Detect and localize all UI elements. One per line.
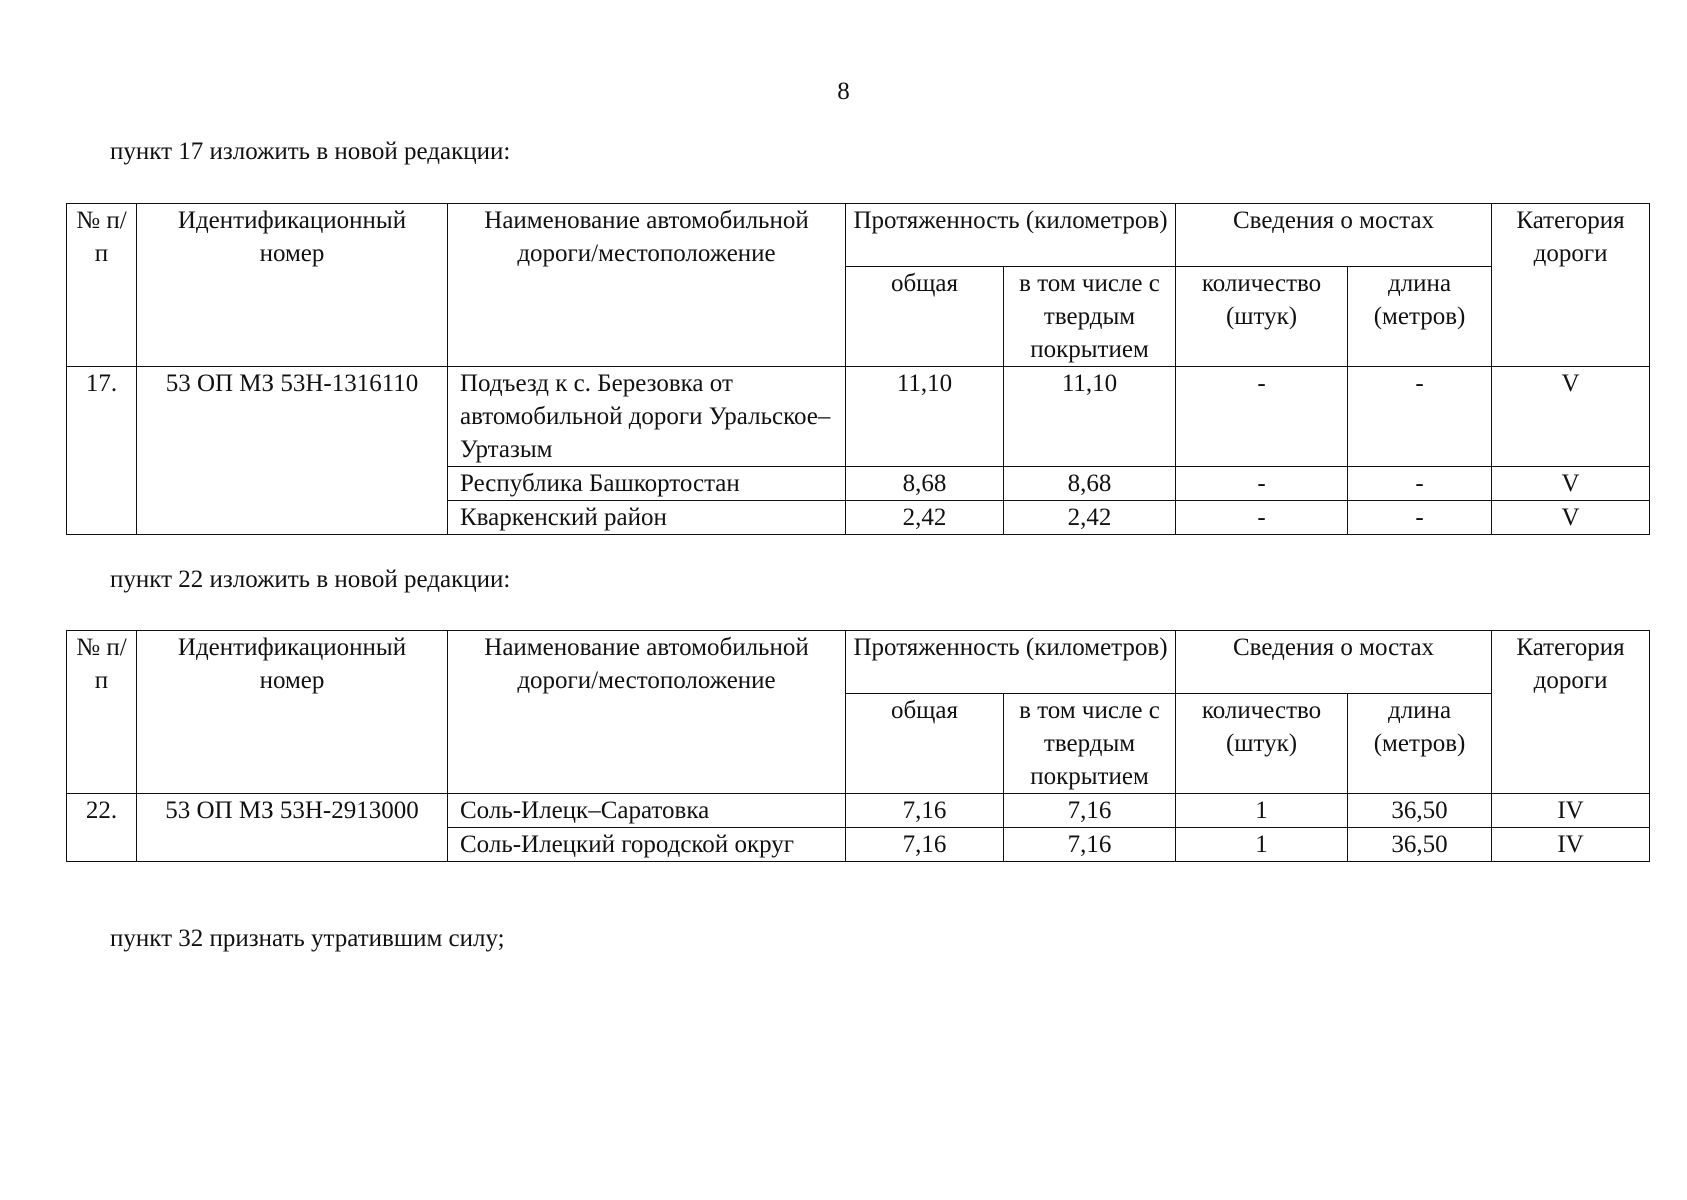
road-name: Республика Башкортостан (448, 467, 846, 501)
row-id: 53 ОП МЗ 53Н-2913000 (137, 794, 448, 862)
header-bridges: Сведения о мостах (1176, 631, 1492, 694)
header-name: Наименование автомобильной дороги/местоположение (448, 204, 846, 367)
road-category: V (1492, 367, 1650, 467)
header-id: Идентификационный номер (137, 204, 448, 367)
bridges-count: 1 (1176, 794, 1348, 828)
length-total: 8,68 (846, 467, 1004, 501)
header-length-hard: в том числе с твердым покрытием (1004, 267, 1176, 367)
length-total: 2,42 (846, 501, 1004, 535)
road-name: Подъезд к с. Березовка от автомобильной дороги Уральское–Уртазым (448, 367, 846, 467)
roads-table-17 (66, 203, 1650, 535)
header-length: Протяженность (километров) (846, 631, 1176, 694)
bridges-length: 36,50 (1348, 828, 1492, 862)
row-id: 53 ОП МЗ 53Н-1316110 (137, 367, 448, 535)
header-length-total: общая (846, 694, 1004, 794)
table-row (67, 367, 1650, 467)
header-num: № п/п (67, 204, 137, 367)
road-name: Соль-Илецк–Саратовка (448, 794, 846, 828)
bridges-count: 1 (1176, 828, 1348, 862)
section-17-intro: пункт 17 изложить в новой редакции: (110, 138, 511, 165)
road-name: Кваркенский район (448, 501, 846, 535)
header-bridges-length: длина (метров) (1348, 694, 1492, 794)
bridges-count: - (1176, 467, 1348, 501)
roads-table-22 (66, 630, 1650, 862)
road-name: Соль-Илецкий городской округ (448, 828, 846, 862)
closing-note: пункт 32 признать утратившим силу; (110, 925, 505, 952)
row-num: 22. (67, 794, 137, 862)
length-total: 7,16 (846, 794, 1004, 828)
bridges-count: - (1176, 501, 1348, 535)
length-total: 11,10 (846, 367, 1004, 467)
page-number: 8 (837, 78, 850, 105)
header-bridges: Сведения о мостах (1176, 204, 1492, 267)
header-bridges-count: количество (штук) (1176, 694, 1348, 794)
header-length-total: общая (846, 267, 1004, 367)
length-hard: 7,16 (1004, 828, 1176, 862)
length-hard: 7,16 (1004, 794, 1176, 828)
bridges-length: - (1348, 467, 1492, 501)
header-bridges-count: количество (штук) (1176, 267, 1348, 367)
length-total: 7,16 (846, 828, 1004, 862)
length-hard: 11,10 (1004, 367, 1176, 467)
header-category: Категория дороги (1492, 631, 1650, 794)
length-hard: 8,68 (1004, 467, 1176, 501)
bridges-length: - (1348, 501, 1492, 535)
header-bridges-length: длина (метров) (1348, 267, 1492, 367)
header-num: № п/п (67, 631, 137, 794)
road-category: IV (1492, 828, 1650, 862)
header-category: Категория дороги (1492, 204, 1650, 367)
header-id: Идентификационный номер (137, 631, 448, 794)
bridges-count: - (1176, 367, 1348, 467)
table-row (67, 794, 1650, 828)
road-category: V (1492, 501, 1650, 535)
road-category: IV (1492, 794, 1650, 828)
header-name: Наименование автомобильной дороги/местоположение (448, 631, 846, 794)
length-hard: 2,42 (1004, 501, 1176, 535)
bridges-length: - (1348, 367, 1492, 467)
row-num: 17. (67, 367, 137, 535)
header-length-hard: в том числе с твердым покрытием (1004, 694, 1176, 794)
section-22-intro: пункт 22 изложить в новой редакции: (110, 566, 511, 593)
road-category: V (1492, 467, 1650, 501)
header-length: Протяженность (километров) (846, 204, 1176, 267)
bridges-length: 36,50 (1348, 794, 1492, 828)
